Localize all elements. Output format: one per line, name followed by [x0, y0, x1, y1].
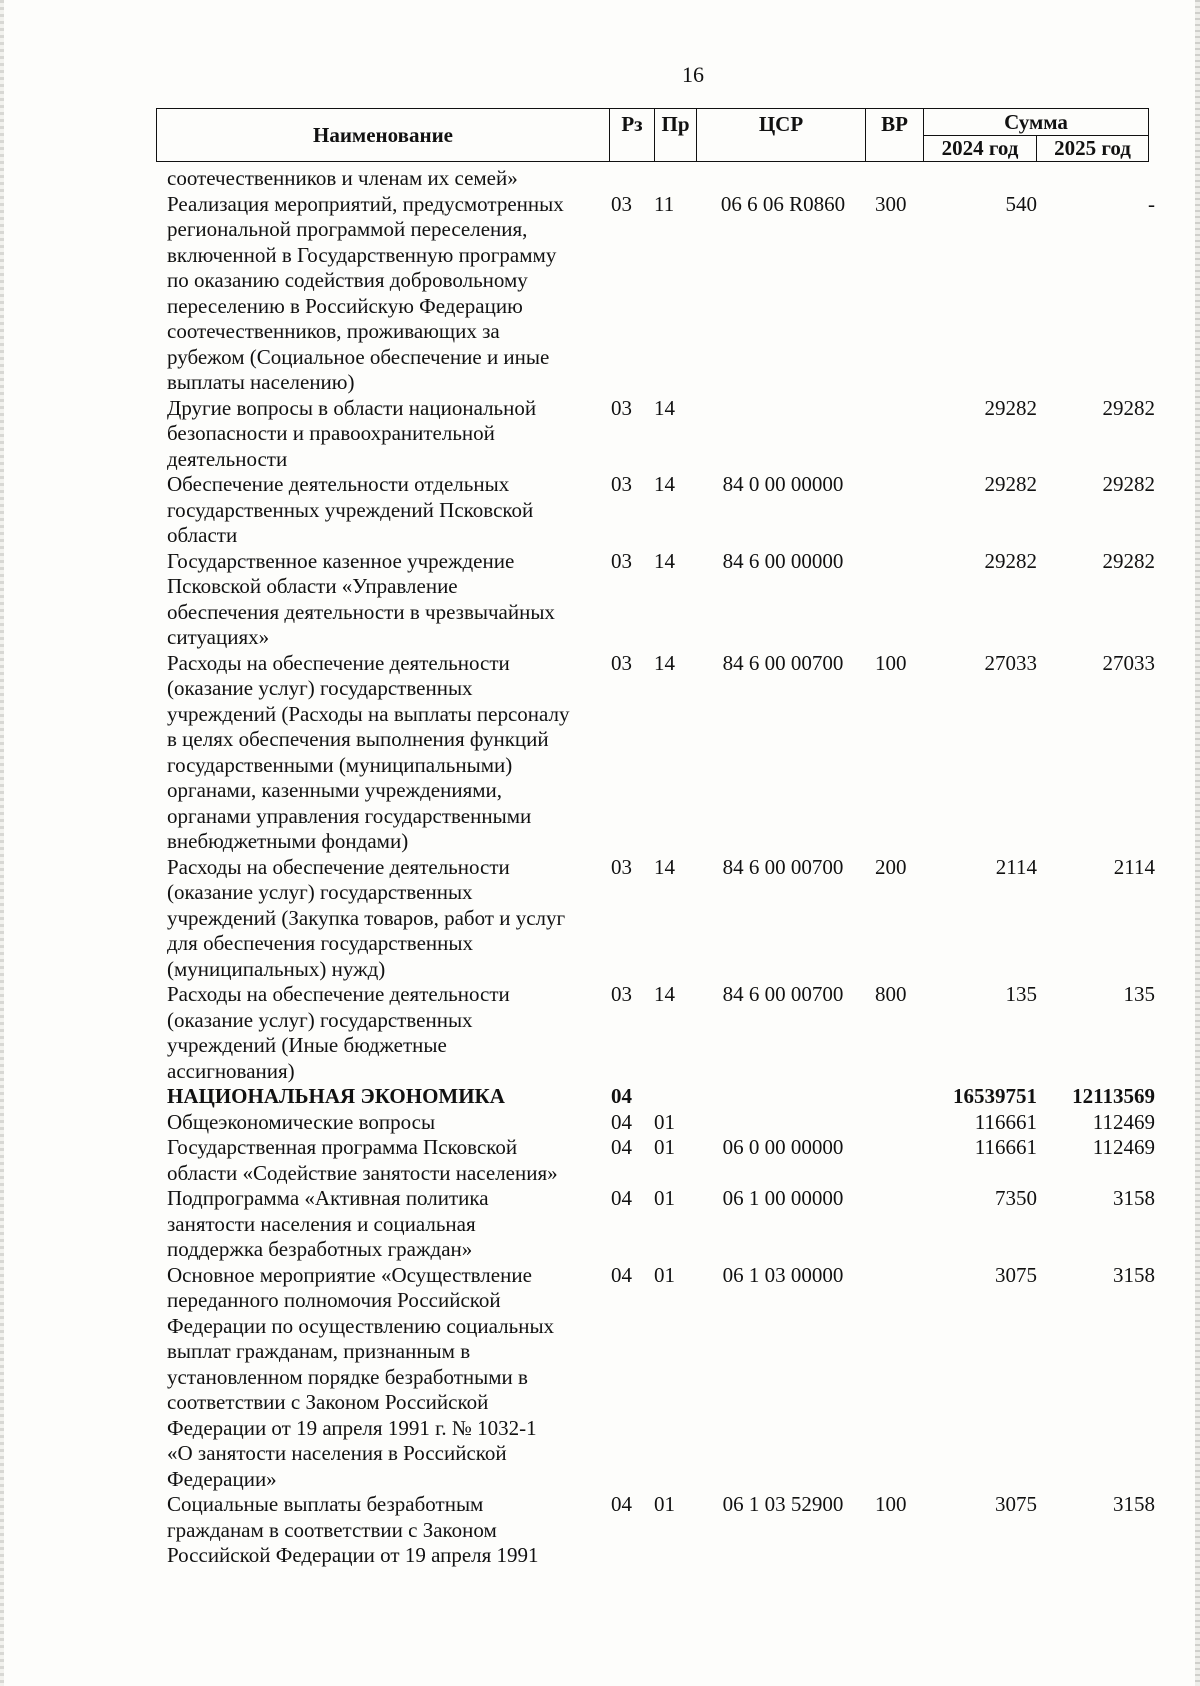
row-name: Расходы на обеспечение деятельности (оказание услуг) государственных учреждений (Иные бюджетные ассигнования) [167, 982, 510, 1083]
row-sum-2024: 16539751 [953, 1084, 1037, 1108]
row-csr: 84 6 00 00000 [722, 548, 844, 573]
header-name: Наименование [157, 109, 610, 162]
row-name: Расходы на обеспечение деятельности (оказание услуг) государственных учреждений (Расходы на выплаты персоналу в целях обеспечения выполнения функций государственными (муниципальными) органами, казенными учреждениями, органами управления государственными внебюджетными фондами) [167, 650, 570, 853]
table-row [167, 982, 1155, 1084]
page-number: 16 [682, 62, 704, 87]
row-sum-2024: 540 [1005, 191, 1037, 216]
row-pr: 14 [654, 472, 675, 496]
row-vr [871, 1110, 929, 1136]
table-row [167, 548, 1155, 651]
header-rz: Рз [610, 109, 655, 162]
header-vr: ВР [866, 109, 924, 162]
table-row [167, 1109, 1155, 1136]
row-name: Государственная программа Псковской области «Содействие занятости населения» [167, 1135, 558, 1185]
table-header [156, 108, 1149, 162]
row-csr: 06 1 03 00000 [722, 1262, 844, 1287]
row-rz: 03 [611, 395, 632, 420]
row-pr: 01 [654, 1109, 675, 1134]
row-name: Реализация мероприятий, предусмотренных региональной программой переселения, включенной в Государственную программу по оказанию содействия добровольному переселению в Российскую Федерацию соотечественников, проживающих за рубежом (Социальное обеспечение и иные выплаты населению) [167, 191, 564, 394]
row-sum-2025: 135 [1123, 982, 1155, 1006]
row-vr: 300 [875, 191, 907, 216]
row-pr [654, 1084, 695, 1110]
row-csr: 06 1 00 00000 [722, 1186, 844, 1210]
row-vr [871, 1135, 929, 1186]
row-sum-2025: 29282 [1102, 395, 1155, 420]
row-sum-2025: 112469 [1092, 1135, 1155, 1159]
row-sum-2024: 3075 [995, 1492, 1037, 1516]
row-name: Другие вопросы в области национальной безопасности и правоохранительной деятельности [167, 395, 537, 471]
row-name: Расходы на обеспечение деятельности (оказание услуг) государственных учреждений (Закупка товаров, работ и услуг для обеспечения государственных (муниципальных) нужд) [167, 854, 566, 981]
row-vr [871, 1186, 929, 1263]
table-row [167, 1135, 1155, 1186]
row-sum-2025: - [1148, 191, 1155, 216]
row-rz: 03 [611, 854, 632, 879]
row-rz: 04 [611, 1262, 632, 1287]
row-pr: 01 [654, 1492, 675, 1516]
row-csr: 06 1 03 52900 [722, 1492, 844, 1516]
row-sum-2025: 29282 [1102, 472, 1155, 496]
row-csr: 06 6 06 R0860 [720, 191, 846, 216]
section-row [167, 1084, 1155, 1110]
row-rz: 04 [611, 1186, 632, 1210]
row-sum-2024: 7350 [995, 1186, 1037, 1210]
row-rz: 03 [611, 650, 632, 675]
row-name: Обеспечение деятельности отдельных государственных учреждений Псковской области [167, 472, 534, 547]
row-csr [695, 1084, 871, 1110]
row-vr [871, 1084, 929, 1110]
row-pr: 14 [654, 548, 675, 573]
row-sum-2024: 29282 [984, 548, 1037, 573]
row-csr: 84 0 00 00000 [722, 472, 844, 496]
row-sum-2024: 3075 [995, 1262, 1037, 1287]
header-year-2024: 2024 год [924, 136, 1037, 162]
row-sum-2024 [929, 166, 1037, 192]
table-body [167, 166, 1155, 1569]
table-row [167, 472, 1155, 549]
row-name: соотечественников и членам их семей» [167, 166, 518, 190]
row-sum-2025: 12113569 [1072, 1084, 1155, 1108]
scan-edge-right [1195, 0, 1200, 1686]
row-csr: 84 6 00 00700 [722, 854, 844, 879]
row-pr: 14 [654, 395, 675, 420]
table-row [167, 1186, 1155, 1263]
row-sum-2025: 29282 [1102, 548, 1155, 573]
row-sum-2025: 3158 [1113, 1262, 1155, 1287]
row-sum-2024: 2114 [995, 854, 1037, 879]
table-row [167, 854, 1155, 983]
table-row [167, 1262, 1155, 1493]
row-rz: 03 [611, 982, 632, 1006]
row-rz: 04 [611, 1492, 632, 1516]
row-rz: 04 [611, 1084, 632, 1108]
row-name: НАЦИОНАЛЬНАЯ ЭКОНОМИКА [167, 1084, 505, 1108]
row-vr [871, 472, 929, 549]
row-name: Государственное казенное учреждение Псковской области «Управление обеспечения деятельности в чрезвычайных ситуациях» [167, 548, 555, 649]
row-vr [871, 166, 929, 192]
row-pr: 01 [654, 1186, 675, 1210]
row-csr [695, 396, 871, 473]
row-sum-2025: 3158 [1113, 1492, 1155, 1516]
row-sum-2024: 116661 [974, 1109, 1037, 1134]
row-sum-2024: 29282 [984, 472, 1037, 496]
row-sum-2025: 3158 [1113, 1186, 1155, 1210]
row-pr [654, 166, 695, 192]
table-row [167, 166, 1147, 192]
row-pr: 14 [654, 982, 675, 1006]
row-rz: 03 [611, 548, 632, 573]
row-sum-2024: 135 [1005, 982, 1037, 1006]
row-sum-2025: 2114 [1113, 854, 1155, 879]
row-rz [611, 166, 654, 192]
row-sum-2024: 29282 [984, 395, 1037, 420]
row-vr: 100 [875, 1492, 907, 1516]
header-sum: Сумма [924, 109, 1149, 136]
row-sum-2025: 112469 [1092, 1109, 1155, 1134]
row-pr: 01 [654, 1262, 675, 1287]
row-rz: 03 [611, 191, 632, 216]
row-csr [695, 166, 871, 192]
header-pr: Пр [655, 109, 697, 162]
row-pr: 14 [654, 854, 675, 879]
header-csr: ЦСР [697, 109, 866, 162]
row-vr [871, 549, 929, 651]
row-rz: 04 [611, 1109, 632, 1134]
row-name: Подпрограмма «Активная политика занятости населения и социальная поддержка безработных граждан» [167, 1186, 489, 1261]
scan-edge-left [0, 0, 4, 1686]
row-vr [871, 396, 929, 473]
row-pr: 01 [654, 1135, 675, 1159]
row-rz: 04 [611, 1135, 632, 1159]
header-year-2025: 2025 год [1037, 136, 1149, 162]
row-name: Основное мероприятие «Осуществление переданного полномочия Российской Федерации по осуществлению социальных выплат гражданам, признанным в установленном порядке безработными в соответствии с Законом Российской Федерации от 19 апреля 1991 г. № 1032-1 «О занятости населения в Российской Федерации» [167, 1262, 555, 1491]
row-vr [871, 1263, 929, 1493]
row-csr: 06 0 00 00000 [722, 1135, 844, 1159]
row-sum-2025 [1037, 166, 1155, 192]
table-row [167, 191, 1155, 396]
row-vr: 800 [875, 982, 907, 1006]
row-rz: 03 [611, 472, 632, 496]
row-pr: 11 [654, 191, 675, 216]
row-csr: 84 6 00 00700 [722, 650, 844, 675]
row-name: Общеэкономические вопросы [167, 1109, 436, 1134]
row-sum-2024: 116661 [974, 1135, 1037, 1159]
table-row [167, 650, 1155, 855]
row-csr: 84 6 00 00700 [722, 982, 844, 1006]
row-sum-2024: 27033 [984, 650, 1037, 675]
row-vr: 200 [875, 854, 907, 879]
table-row [167, 395, 1155, 473]
table-row [167, 1492, 1155, 1569]
row-csr [695, 1110, 871, 1136]
row-vr: 100 [875, 650, 907, 675]
row-name: Социальные выплаты безработным гражданам в соответствии с Законом Российской Федерации от 19 апреля 1991 [167, 1492, 539, 1567]
row-pr: 14 [654, 650, 675, 675]
row-sum-2025: 27033 [1102, 650, 1155, 675]
